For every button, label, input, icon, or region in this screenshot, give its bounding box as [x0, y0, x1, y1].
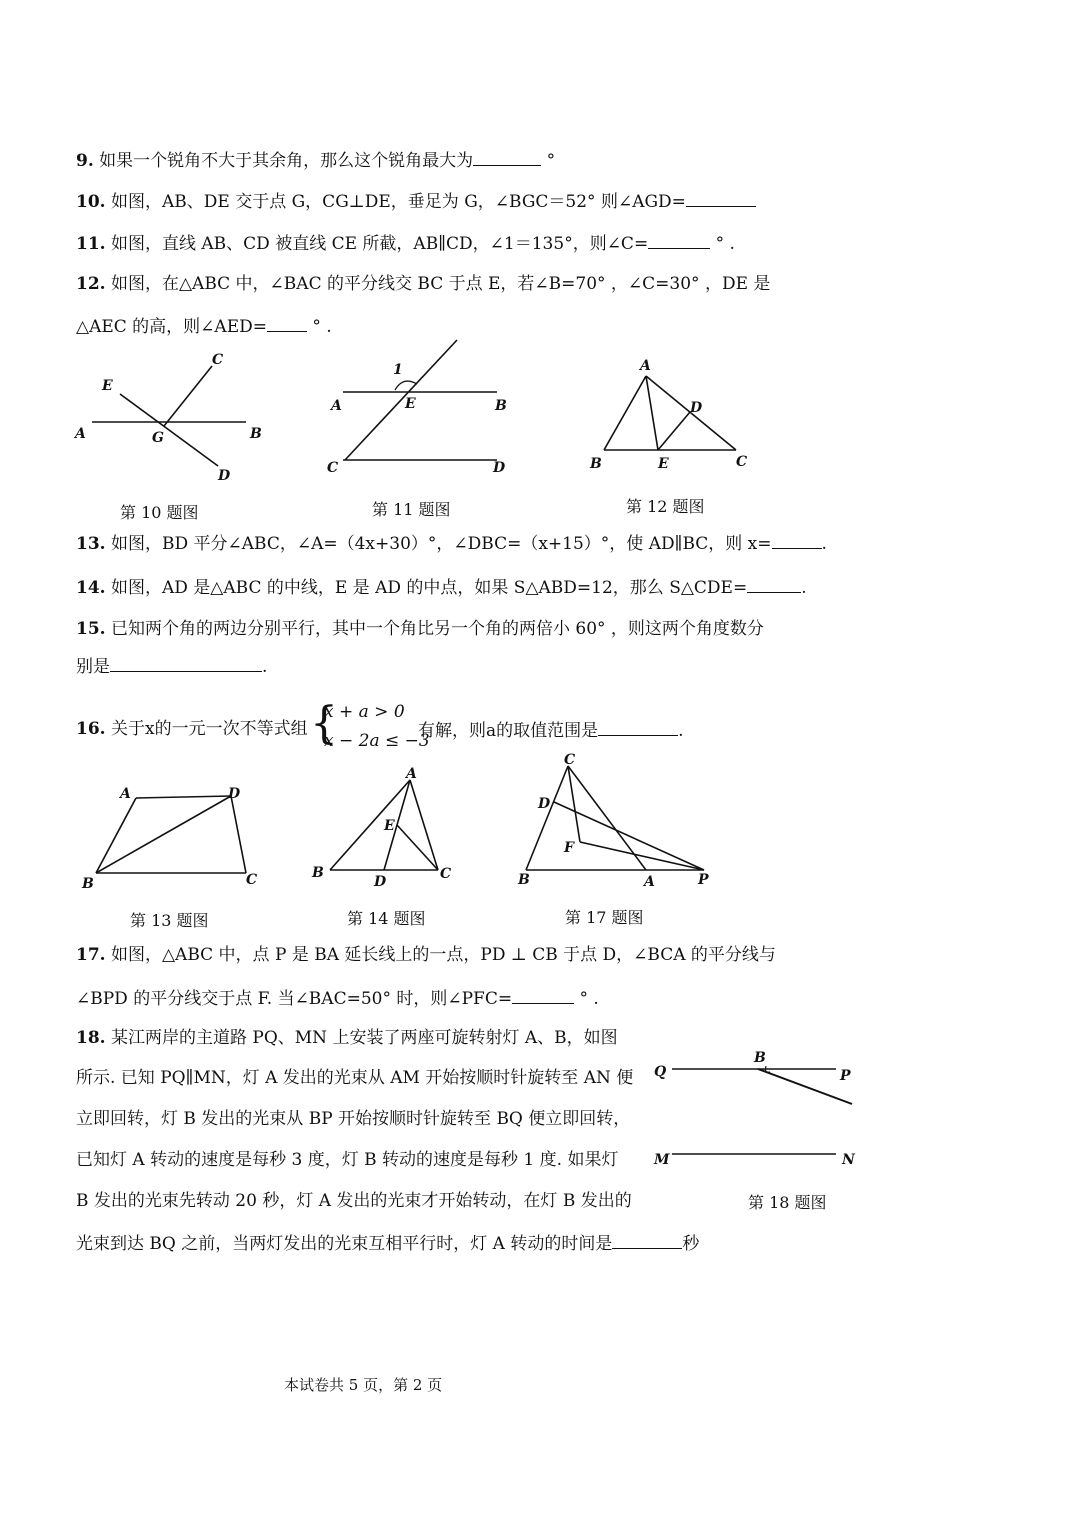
answer-blank[interactable] [473, 147, 541, 166]
label-B: B [82, 876, 94, 892]
question-tail: ° . [312, 317, 332, 337]
question-13 [76, 530, 827, 556]
figure-18 [650, 1042, 865, 1181]
label-P: P [698, 872, 709, 888]
label-C: C [736, 454, 748, 470]
question-number: 15. [76, 619, 106, 639]
label-E: E [658, 456, 669, 472]
question-10 [76, 188, 756, 214]
question-text: 如图，直线 AB、CD 被直线 CE 所截，AB∥CD，∠1＝135°，则∠C= [110, 234, 649, 254]
question-18-line-1 [76, 1026, 618, 1050]
question-number: 9. [76, 151, 94, 171]
label-B: B [312, 865, 324, 881]
question-16-tail [418, 717, 684, 743]
label-C: C [212, 352, 224, 368]
label-C: C [440, 866, 452, 882]
figure-13-caption: 第 13 题图 [130, 911, 209, 930]
figure-14 [308, 762, 468, 896]
question-14 [76, 574, 807, 600]
question-number: 16. [76, 719, 106, 739]
answer-blank[interactable] [512, 985, 574, 1004]
answer-blank[interactable] [747, 574, 801, 593]
question-17-line-2 [76, 985, 599, 1011]
label-A: A [75, 426, 86, 442]
label-C: C [246, 872, 258, 888]
question-number: 12. [76, 274, 106, 294]
question-18-line-2: 所示. 已知 PQ∥MN，灯 A 发出的光束从 AM 开始按顺时针旋转至 AN 便 [76, 1068, 634, 1088]
question-number: 18. [76, 1028, 106, 1048]
label-A: A [406, 766, 417, 782]
question-tail: . [821, 534, 827, 554]
inequality-1: x + a > 0 [324, 702, 405, 722]
question-18-line-6 [76, 1230, 699, 1256]
answer-blank[interactable] [267, 313, 307, 332]
label-C: C [564, 752, 576, 768]
question-text: 关于x的一元一次不等式组 [110, 719, 308, 739]
question-tail: ° . [579, 989, 599, 1009]
question-number: 11. [76, 234, 106, 254]
question-text: 有解，则a的取值范围是 [418, 721, 599, 741]
label-D: D [218, 468, 231, 484]
answer-blank[interactable] [598, 717, 678, 736]
label-A: A [331, 398, 342, 414]
label-E: E [102, 378, 113, 394]
answer-blank[interactable] [772, 530, 822, 549]
question-tail: . [262, 657, 268, 677]
label-1: 1 [393, 362, 403, 378]
question-tail: 秒 [682, 1234, 700, 1254]
label-B: B [518, 872, 530, 888]
figure-13 [76, 778, 276, 902]
label-C: C [327, 460, 339, 476]
question-tail: ° [546, 151, 556, 171]
question-text: 别是 [76, 657, 110, 677]
label-A: A [644, 874, 655, 890]
question-text: 如图，△ABC 中，点 P 是 BA 延长线上的一点，PD ⊥ CB 于点 D，∠BCA 的平分线与 [110, 945, 776, 965]
label-A: A [120, 786, 131, 802]
answer-blank[interactable] [612, 1230, 682, 1249]
figure-11 [325, 340, 525, 484]
label-B: B [754, 1050, 766, 1066]
label-D: D [690, 400, 703, 416]
label-N: N [842, 1152, 855, 1168]
question-18-line-3: 立即回转，灯 B 发出的光束从 BP 开始按顺时针旋转至 BQ 便立即回转， [76, 1109, 631, 1129]
question-16 [76, 717, 308, 741]
label-B: B [250, 426, 262, 442]
question-18-line-4: 已知灯 A 转动的速度是每秒 3 度，灯 B 转动的速度是每秒 1 度. 如果灯 [76, 1150, 619, 1170]
question-text: △AEC 的高，则∠AED= [76, 317, 267, 337]
question-12-line-2 [76, 313, 332, 339]
figure-17 [514, 752, 724, 896]
label-D: D [228, 786, 241, 802]
page-footer: 本试卷共 5 页，第 2 页 [284, 1376, 443, 1394]
figure-11-caption: 第 11 题图 [372, 500, 451, 519]
question-text: 如果一个锐角不大于其余角，那么这个锐角最大为 [99, 151, 474, 171]
question-tail: ° . [715, 234, 735, 254]
question-text: 如图，AB、DE 交于点 G，CG⊥DE，垂足为 G，∠BGC＝52° 则∠AGD= [110, 192, 686, 212]
question-tail: . [678, 721, 684, 741]
figure-10-caption: 第 10 题图 [120, 503, 199, 522]
question-18-line-5: B 发出的光束先转动 20 秒，灯 A 发出的光束才开始转动，在灯 B 发出的 [76, 1191, 632, 1211]
question-number: 17. [76, 945, 106, 965]
label-G: G [152, 430, 164, 446]
question-tail: . [801, 578, 807, 598]
question-number: 13. [76, 534, 106, 554]
figure-14-caption: 第 14 题图 [347, 909, 426, 928]
label-B: B [590, 456, 602, 472]
figure-12-caption: 第 12 题图 [626, 497, 705, 516]
question-text: 某江两岸的主道路 PQ、MN 上安装了两座可旋转射灯 A、B，如图 [110, 1028, 618, 1048]
question-number: 10. [76, 192, 106, 212]
label-D: D [538, 796, 551, 812]
question-9 [76, 147, 555, 173]
label-A: A [640, 358, 651, 374]
question-text: 如图，AD 是△ABC 的中线，E 是 AD 的中点，如果 S△ABD=12，那么 S△CDE= [110, 578, 748, 598]
question-11 [76, 230, 735, 256]
label-P: P [840, 1068, 851, 1084]
figure-17-caption: 第 17 题图 [565, 908, 644, 927]
label-D: D [493, 460, 506, 476]
label-F: F [564, 840, 574, 856]
answer-blank[interactable] [648, 230, 710, 249]
label-Q: Q [654, 1064, 667, 1080]
figure-12 [586, 352, 756, 486]
question-text: 光束到达 BQ 之前，当两灯发出的光束互相平行时，灯 A 转动的时间是 [76, 1234, 613, 1254]
question-number: 14. [76, 578, 106, 598]
question-15-line-2 [76, 653, 267, 679]
question-text: 如图，在△ABC 中，∠BAC 的平分线交 BC 于点 E，若∠B=70° ，∠C=30° ，DE 是 [110, 274, 771, 294]
label-B: B [495, 398, 507, 414]
label-D: D [374, 874, 387, 890]
inequality-2: x − 2a ≤ −3 [324, 731, 430, 751]
question-12-line-1 [76, 272, 770, 296]
question-text: 已知两个角的两边分别平行，其中一个角比另一个角的两倍小 60° ，则这两个角度数分 [110, 619, 764, 639]
answer-blank[interactable] [110, 653, 262, 672]
label-E: E [384, 818, 395, 834]
label-E: E [405, 396, 416, 412]
question-text: ∠BPD 的平分线交于点 F. 当∠BAC=50° 时，则∠PFC= [76, 989, 513, 1009]
question-17-line-1 [76, 943, 776, 967]
figure-10 [70, 350, 270, 494]
answer-blank[interactable] [686, 188, 756, 207]
question-text: 如图，BD 平分∠ABC，∠A=（4x+30）°，∠DBC=（x+15）°，使 AD∥BC，则 x= [110, 534, 772, 554]
system-brace: { [310, 698, 338, 749]
label-M: M [654, 1152, 670, 1168]
question-15-line-1 [76, 617, 764, 641]
figure-18-caption: 第 18 题图 [748, 1193, 827, 1212]
